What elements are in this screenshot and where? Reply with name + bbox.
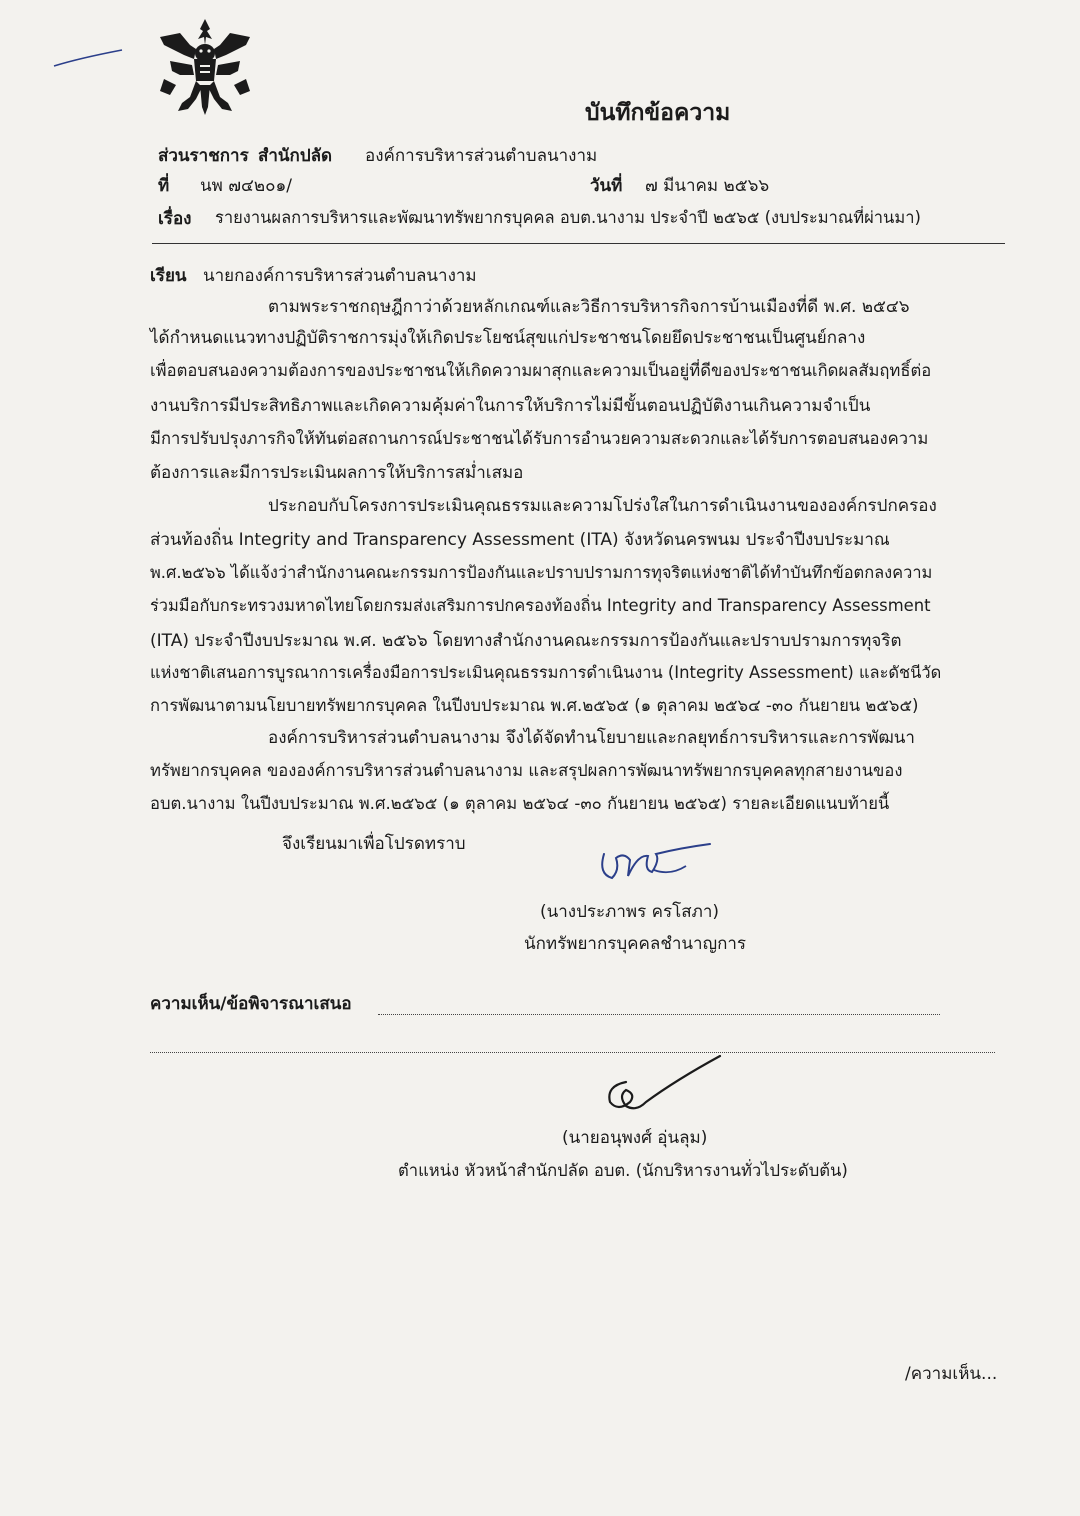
body-line: ตามพระราชกฤษฎีกาว่าด้วยหลักเกณฑ์และวิธีการบริหารกิจการบ้านเมืองที่ดี พ.ศ. ๒๕๔๖ (268, 297, 910, 317)
ref-label: ที่ (158, 176, 170, 196)
body-line: ส่วนท้องถิ่น Integrity and Transparency Assessment (ITA) จังหวัดนครพนม ประจำปีงบประมาณ (150, 530, 890, 550)
garuda-emblem-icon (150, 15, 260, 125)
closing-line: จึงเรียนมาเพื่อโปรดทราบ (282, 834, 466, 854)
subject-value: รายงานผลการบริหารและพัฒนาทรัพยากรบุคคล อบต.นางาม ประจำปี ๒๕๖๕ (งบประมาณที่ผ่านมา) (215, 208, 921, 227)
body-line: มีการปรับปรุงภารกิจให้ทันต่อสถานการณ์ประชาชนได้รับการอำนวยความสะดวกและได้รับการตอบสนองความ (150, 429, 929, 448)
body-line: ประกอบกับโครงการประเมินคุณธรรมและความโปร่งใสในการดำเนินงานขององค์กรปกครอง (268, 496, 937, 516)
body-line: (ITA) ประจำปีงบประมาณ พ.ศ. ๒๕๖๖ โดยทางสำนักงานคณะกรรมการป้องกันและปราบปรามการทุจริต (150, 631, 902, 651)
signature-2 (596, 1050, 736, 1130)
body-line: ต้องการและมีการประเมินผลการให้บริการสม่ำเสมอ (150, 463, 524, 483)
date-value: ๗ มีนาคม ๒๕๖๖ (645, 176, 770, 196)
body-line: เพื่อตอบสนองความต้องการของประชาชนให้เกิดความผาสุกและความเป็นอยู่ที่ดีของประชาชนเกิดผลสัมฤทธิ์ต่อ (150, 361, 932, 380)
signer2-position: ตำแหน่ง หัวหน้าสำนักปลัด อบต. (นักบริหารงานทั่วไประดับต้น) (398, 1161, 848, 1180)
body-line: ได้กำหนดแนวทางปฏิบัติราชการมุ่งให้เกิดประโยชน์สุขแก่ประชาชนโดยยึดประชาชนเป็นศูนย์กลาง (150, 328, 866, 348)
signer1-position: นักทรัพยากรบุคคลชำนาญการ (524, 934, 747, 954)
to-label: เรียน (150, 266, 187, 286)
signature-1 (590, 830, 730, 890)
opinion-dotted-line-2 (150, 1052, 995, 1053)
continuation-note: /ความเห็น... (905, 1364, 998, 1384)
signer2-name: (นายอนุพงศ์ อุ่นลุม) (562, 1128, 708, 1148)
opinion-label: ความเห็น/ข้อพิจารณาเสนอ (150, 994, 352, 1014)
signer1-name: (นางประภาพร ครโสภา) (540, 902, 720, 922)
body-line: งานบริการมีประสิทธิภาพและเกิดความคุ้มค่าในการให้บริการไม่มีขั้นตอนปฏิบัติงานเกินความจำเป็น (150, 396, 871, 416)
pen-mark (50, 42, 130, 72)
agency-org: องค์การบริหารส่วนตำบลนางาม (365, 146, 598, 166)
to-value: นายกองค์การบริหารส่วนตำบลนางาม (203, 266, 477, 286)
memo-title: บันทึกข้อความ (585, 100, 731, 126)
ref-value: นพ ๗๔๒๐๑/ (200, 176, 292, 196)
agency-label: ส่วนราชการ (158, 146, 249, 166)
body-line: อบต.นางาม ในปีงบประมาณ พ.ศ.๒๕๖๕ (๑ ตุลาคม ๒๕๖๔ -๓๐ กันยายน ๒๕๖๕) รายละเอียดแนบท้ายนี้ (150, 794, 890, 813)
date-label: วันที่ (590, 176, 623, 196)
subject-label: เรื่อง (158, 209, 192, 229)
body-line: ร่วมมือกับกระทรวงมหาดไทยโดยกรมส่งเสริมการปกครองท้องถิ่น Integrity and Transparency Assessment (150, 596, 931, 615)
body-line: ทรัพยากรบุคคล ขององค์การบริหารส่วนตำบลนางาม และสรุปผลการพัฒนาทรัพยากรบุคคลทุกสายงานของ (150, 761, 903, 780)
body-line: แห่งชาติเสนอการบูรณาการเครื่องมือการประเมินคุณธรรมการดำเนินงาน (Integrity Assessment) และดัชนีวัด (150, 663, 942, 682)
agency-office: สำนักปลัด (258, 146, 333, 166)
header-rule (152, 243, 1005, 244)
body-line: การพัฒนาตามนโยบายทรัพยากรบุคคล ในปีงบประมาณ พ.ศ.๒๕๖๕ (๑ ตุลาคม ๒๕๖๔ -๓๐ กันยายน ๒๕๖๕) (150, 696, 919, 715)
body-line: พ.ศ.๒๕๖๖ ได้แจ้งว่าสำนักงานคณะกรรมการป้องกันและปราบปรามการทุจริตแห่งชาติได้ทำบันทึกข้อตกลงความ (150, 563, 933, 582)
body-line: องค์การบริหารส่วนตำบลนางาม จึงได้จัดทำนโยบายและกลยุทธ์การบริหารและการพัฒนา (268, 728, 915, 748)
opinion-dotted-line-1 (378, 1014, 940, 1015)
